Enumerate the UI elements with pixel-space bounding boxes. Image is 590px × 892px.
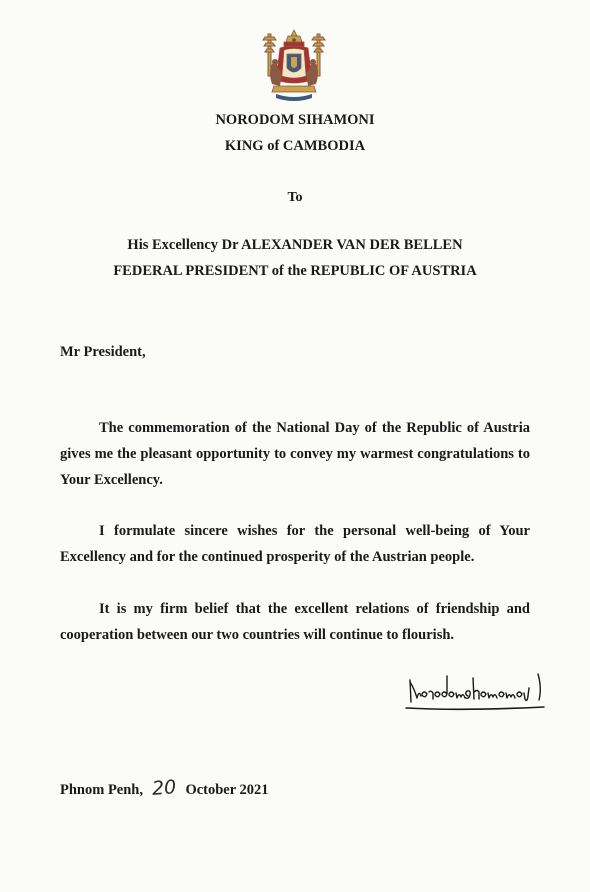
sender-name: NORODOM SIHAMONI [215,112,375,128]
to-label: To [287,190,303,205]
salutation: Mr President, [60,344,146,360]
place-name: Phnom Penh, [60,782,143,798]
recipient-name: His Excellency Dr ALEXANDER VAN DER BELLEN [127,237,463,253]
body-paragraph: It is my firm belief that the excellent relations of friendship and cooperation between our two countries will continue to flourish. [60,601,530,643]
body-paragraph: I formulate sincere wishes for the personal well-being of Your Excellency and for the continued prosperity of the Austrian people. [60,523,530,565]
royal-arms-of-cambodia-icon [258,28,330,102]
recipient-title: FEDERAL PRESIDENT of the REPUBLIC OF AUSTRIA [113,263,477,279]
sender-title: KING of CAMBODIA [224,138,366,154]
body-paragraph: The commemoration of the National Day of the Republic of Austria gives me the pleasant opportunity to convey my warmest congratulations to Your Excellency. [60,420,530,488]
date-line [60,778,269,800]
handwritten-day: 20 [150,776,177,800]
handwritten-signature [404,668,554,720]
month-year: October 2021 [185,782,269,798]
